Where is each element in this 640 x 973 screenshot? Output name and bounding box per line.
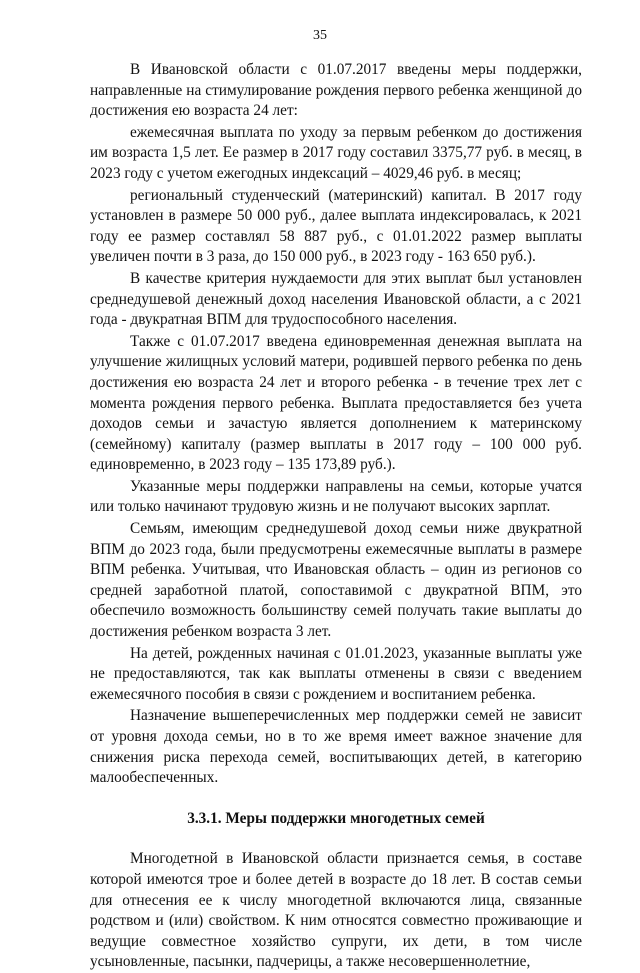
body-text: [90, 60, 582, 973]
section-paragraph-1: Многодетной в Ивановской области признается семья, в составе которой имеются трое и более детей в возрасте до 18 лет. В состав семьи для отнесения ее к числу многодетной включаются лица, связанные родством и (или) свойством. К ним относятся совместно проживающие и ведущие совместное хозяйство супруги, их дети, в том числе усыновленные, пасынки, падчерицы, а также несовершеннолетние,: [90, 850, 582, 971]
paragraph-4: В качестве критерия нуждаемости для этих выплат был установлен среднедушевой денежный доход населения Ивановской области, а с 2021 года - двукратная ВПМ для трудоспособного населения.: [90, 269, 582, 329]
paragraph-3: региональный студенческий (материнский) капитал. В 2017 году установлен в размере 50 000 руб., далее выплата индексировалась, к 2021 году ее размер составлял 58 887 руб., с 01.01.2022 размер выплаты увеличен почти в 3 раза, до 150 000 руб., в 2023 году - 163 650 руб.).: [90, 186, 582, 266]
paragraph-9: Назначение вышеперечисленных мер поддержки семей не зависит от уровня дохода семьи, но в то же время имеет важное значение для снижения риска перехода семей, воспитывающих детей, в категорию малообеспеченных.: [90, 707, 582, 787]
paragraph-6: Указанные меры поддержки направлены на семьи, которые учатся или только начинают трудовую жизнь и не получают высоких зарплат.: [90, 477, 582, 516]
paragraph-1: В Ивановской области с 01.07.2017 введены меры поддержки, направленные на стимулирование рождения первого ребенка женщиной до достижения ею возраста 24 лет:: [90, 61, 582, 120]
section-heading: 3.3.1. Меры поддержки многодетных семей: [187, 809, 485, 827]
page-number: 35: [313, 28, 327, 43]
paragraph-5: Также с 01.07.2017 введена единовременная денежная выплата на улучшение жилищных условий матери, родившей первого ребенка по день достижения ею возраста 24 лет и второго ребенка - в течение трех лет с момента рождения первого ребенка. Выплата предоставляется без учета доходов семьи и зачастую является дополнением к материнскому (семейному) капиталу (размер выплаты в 2017 году – 100 000 руб. единовременно, в 2023 году – 135 173,89 руб.).: [90, 332, 582, 474]
paragraph-2: ежемесячная выплата по уходу за первым ребенком до достижения им возраста 1,5 лет. Ее размер в 2017 году составил 3375,77 руб. в месяц, в 2023 году с учетом ежегодных индексаций – 4029,46 руб. в месяц;: [90, 123, 582, 182]
paragraph-7: Семьям, имеющим среднедушевой доход семьи ниже двукратной ВПМ до 2023 года, были предусмотрены ежемесячные выплаты в размере ВПМ ребенка. Учитывая, что Ивановская область – один из регионов со средней заработной платой, сопоставимой с двукратной ВПМ, это обеспечило возможность большинству семей получать такие выплаты до достижения ребенком возраста 3 лет.: [90, 520, 582, 641]
paragraph-8: На детей, рожденных начиная с 01.01.2023, указанные выплаты уже не предоставляются, так как выплаты отменены в связи с введением ежемесячного пособия в связи с рождением и воспитанием ребенка.: [90, 644, 582, 703]
